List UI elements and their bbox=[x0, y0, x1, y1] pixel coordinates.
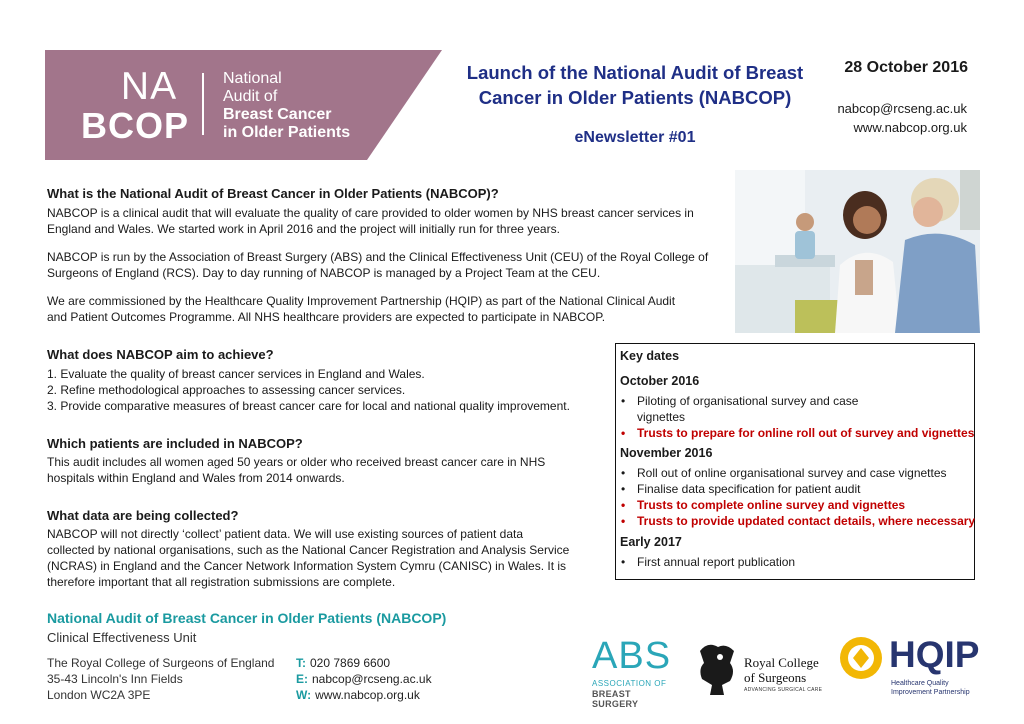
header-contact bbox=[800, 99, 967, 137]
email-link[interactable]: nabcop@rcseng.ac.uk bbox=[312, 672, 432, 686]
data-paragraph bbox=[47, 526, 569, 590]
newsletter-title bbox=[450, 60, 820, 110]
key-date-item: • First annual report publication bbox=[616, 554, 957, 570]
key-date-item-highlight: • Trusts to complete online survey and vignettes bbox=[616, 497, 957, 513]
enewsletter-number: eNewsletter #01 bbox=[574, 129, 696, 146]
rcs-logo-tagline: ADVANCING SURGICAL CARE bbox=[744, 687, 823, 693]
key-dates-oct-label: October 2016 bbox=[620, 374, 700, 388]
patients-line2: hospitals within England and Wales from 2014 onwards. bbox=[47, 471, 345, 485]
phone-value: 020 7869 6600 bbox=[310, 656, 391, 670]
footer-address-line1: The Royal College of Surgeons of England bbox=[47, 656, 275, 670]
footer-phone bbox=[296, 656, 390, 670]
key-dates-early-list bbox=[616, 554, 957, 570]
abs-logo-line1: ASSOCIATION OF bbox=[592, 679, 667, 688]
website-label: W: bbox=[296, 688, 312, 702]
key-dates-nov-label: November 2016 bbox=[620, 446, 713, 460]
key-dates-early-label: Early 2017 bbox=[620, 535, 682, 549]
hqip-logo-mark: HQIP bbox=[889, 634, 980, 675]
logo-name-line2: Audit of bbox=[223, 88, 278, 105]
aims-item: 3. Provide comparative measures of breast cancer care for local and national quality improvement. bbox=[47, 399, 570, 413]
title-line2: Cancer in Older Patients (NABCOP) bbox=[478, 87, 792, 108]
phone-label: T: bbox=[296, 656, 306, 670]
aims-list bbox=[47, 366, 570, 414]
data-line3: (NCRAS) in England and the Cancer Network Information System Cymru (CANISC) in Wales. It is bbox=[47, 559, 567, 573]
logo-full-name bbox=[223, 70, 350, 142]
footer-org-name: National Audit of Breast Cancer in Older Patients (NABCOP) bbox=[47, 610, 447, 626]
what-is-p3-line2: and Patient Outcomes Programme. All NHS healthcare providers are expected to participate in NABCOP. bbox=[47, 310, 606, 324]
logo-abbr-line2: BCOP bbox=[81, 105, 190, 146]
abs-logo bbox=[590, 635, 675, 709]
key-dates-box bbox=[615, 343, 975, 580]
rcs-logo bbox=[694, 641, 826, 697]
title-line1: Launch of the National Audit of Breast bbox=[466, 62, 804, 83]
rcs-crest-icon bbox=[694, 641, 740, 697]
key-date-item: • Finalise data specification for patient audit bbox=[616, 481, 957, 497]
rcs-logo-line1: Royal College bbox=[744, 655, 819, 670]
footer-address-line2: 35-43 Lincoln's Inn Fields bbox=[47, 672, 183, 686]
data-line2: collected by national organisations, such as the National Cancer Registration and Analysis Service bbox=[47, 543, 570, 557]
data-line1: NABCOP will not directly ‘collect’ patient data. We will use existing sources of patient data bbox=[47, 527, 524, 541]
patients-heading: Which patients are included in NABCOP? bbox=[47, 436, 303, 451]
key-date-item: • Piloting of organisational survey and case vignettes bbox=[616, 393, 877, 425]
aims-item: 2. Refine methodological approaches to assessing cancer services. bbox=[47, 383, 406, 397]
what-is-paragraph1 bbox=[47, 205, 694, 237]
data-heading: What data are being collected? bbox=[47, 508, 239, 523]
consultation-photo bbox=[735, 170, 980, 333]
logo-abbr-line1: NA bbox=[120, 65, 178, 108]
logo-divider bbox=[202, 73, 204, 135]
nabcop-banner bbox=[45, 50, 442, 160]
key-date-item-highlight: • Trusts to prepare for online roll out of survey and vignettes bbox=[616, 425, 977, 441]
key-dates-nov-list bbox=[616, 465, 977, 529]
rcs-logo-line2: of Surgeons bbox=[744, 670, 807, 685]
footer-email bbox=[296, 672, 432, 686]
abs-logo-mark: ABS bbox=[592, 635, 672, 677]
issue-date: 28 October 2016 bbox=[844, 59, 968, 76]
key-dates-oct-list bbox=[616, 393, 977, 441]
hqip-logo bbox=[839, 634, 979, 700]
header-website[interactable]: www.nabcop.org.uk bbox=[853, 120, 967, 135]
what-is-p1-line2: England and Wales. We started work in April 2016 and the project will initially run for three years. bbox=[47, 222, 560, 236]
website-link[interactable]: www.nabcop.org.uk bbox=[315, 688, 420, 702]
what-is-heading: What is the National Audit of Breast Cancer in Older Patients (NABCOP)? bbox=[47, 186, 499, 201]
abs-logo-line2: BREAST SURGERY bbox=[592, 689, 639, 709]
data-line4: therefore important that all registration submissions are complete. bbox=[47, 575, 396, 589]
email-label: E: bbox=[296, 672, 308, 686]
what-is-p2-line1: NABCOP is run by the Association of Breast Surgery (ABS) and the Clinical Effectiveness Unit (CEU) of the Royal College of bbox=[47, 250, 709, 264]
footer-website bbox=[296, 688, 420, 702]
logo-name-line3: Breast Cancer bbox=[223, 106, 332, 123]
patients-line1: This audit includes all women aged 50 years or older who received breast cancer care in NHS bbox=[47, 455, 546, 469]
hqip-logo-line2: Improvement Partnership bbox=[891, 689, 970, 696]
hqip-logo-line1: Healthcare Quality bbox=[891, 680, 949, 687]
key-dates-title: Key dates bbox=[620, 349, 680, 363]
what-is-p3-line1: We are commissioned by the Healthcare Quality Improvement Partnership (HQIP) as part of the National Clinical Audit bbox=[47, 294, 676, 308]
logo-name-line1: National bbox=[223, 70, 282, 87]
footer-address-line3: London WC2A 3PE bbox=[47, 688, 151, 702]
aims-heading: What does NABCOP aim to achieve? bbox=[47, 347, 274, 362]
key-date-item-highlight: • Trusts to provide updated contact details, where necessary bbox=[616, 513, 977, 529]
what-is-p1-line1: NABCOP is a clinical audit that will evaluate the quality of care provided to older women by NHS breast cancer services in bbox=[47, 206, 694, 220]
logo-name-line4: in Older Patients bbox=[223, 124, 351, 141]
header-email[interactable]: nabcop@rcseng.ac.uk bbox=[837, 101, 967, 116]
aims-item: 1. Evaluate the quality of breast cancer services in England and Wales. bbox=[47, 367, 425, 381]
what-is-p2-line2: Surgeons of England (RCS). Day to day running of NABCOP is managed by a Project Team at the CEU. bbox=[47, 266, 601, 280]
hqip-emblem-icon bbox=[839, 636, 883, 680]
patients-paragraph bbox=[47, 454, 545, 486]
what-is-paragraph2 bbox=[47, 249, 708, 281]
what-is-paragraph3 bbox=[47, 293, 675, 325]
footer-unit: Clinical Effectiveness Unit bbox=[47, 630, 197, 645]
key-date-item: • Roll out of online organisational survey and case vignettes bbox=[616, 465, 957, 481]
